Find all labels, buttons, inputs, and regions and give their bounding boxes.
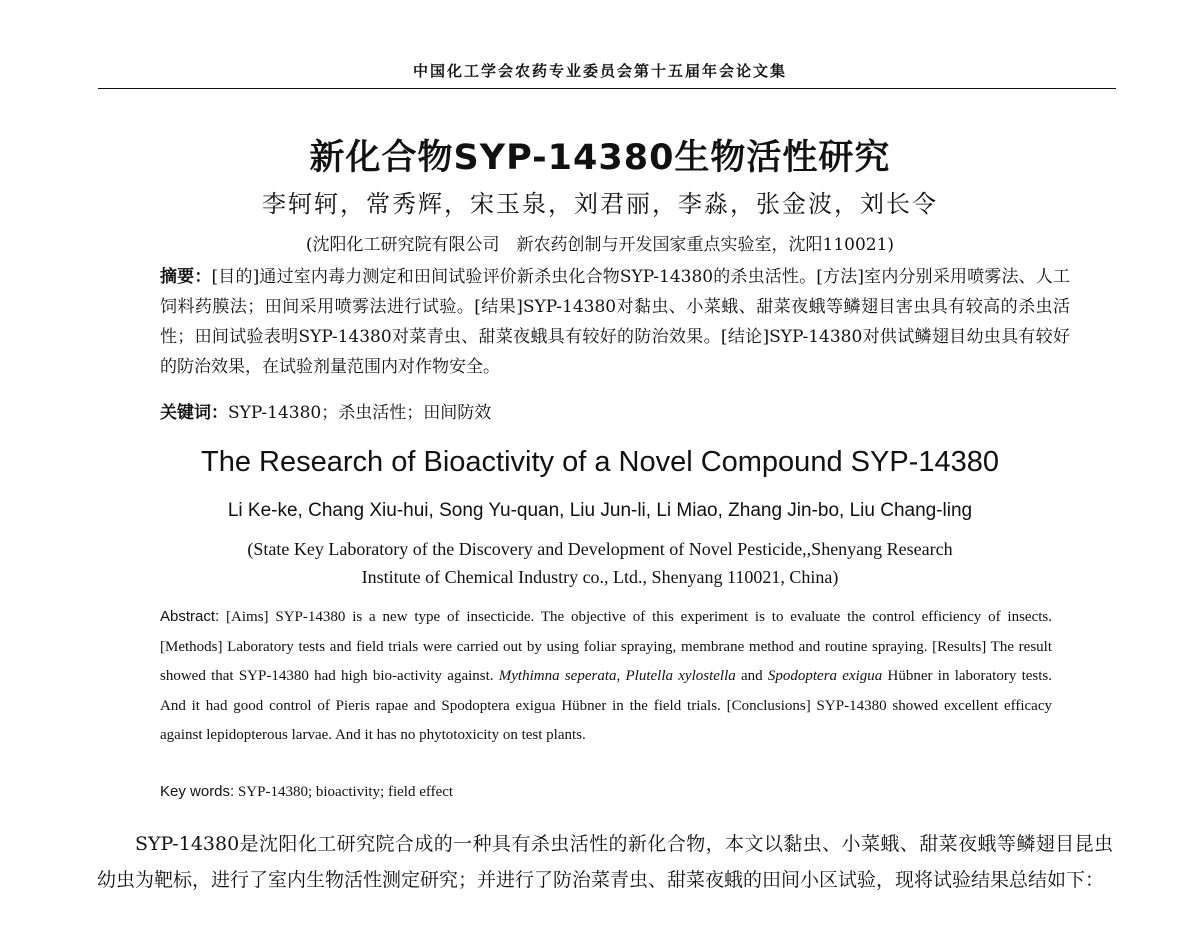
keywords-chinese-label: 关键词： <box>160 403 228 423</box>
header-rule <box>98 88 1116 89</box>
abstract-english-part1: [Aims] SYP-14380 is a new type of insecticide. The objective of this experiment is to evaluate the control efficiency of insects. [Methods] Laboratory tests and field trials were carried out by using foliar spraying, membrane method and routine spraying. [Results] The result showed that SYP-14380 had high bio-activity against. <box>160 609 1052 684</box>
abstract-english <box>160 602 1052 751</box>
keywords-english <box>160 778 1052 806</box>
affiliation-english-line1: (State Key Laboratory of the Discovery and Development of Novel Pesticide,,Shenyang Research <box>247 539 953 559</box>
keywords-chinese <box>160 401 1060 425</box>
abstract-english-label: Abstract: <box>160 608 220 625</box>
title-english: The Research of Bioactivity of a Novel Compound SYP-14380 <box>201 446 999 478</box>
abstract-chinese-label: 摘要： <box>160 267 212 287</box>
species-spodoptera: Spodoptera exigua <box>767 668 883 684</box>
species-plutella: Plutella xylostella <box>625 668 736 684</box>
keywords-chinese-text: SYP-14380；杀虫活性；田间防效 <box>228 403 492 423</box>
affiliation-english <box>0 535 1200 591</box>
separator: , <box>616 668 626 684</box>
abstract-chinese-text: [目的]通过室内毒力测定和田间试验评价新杀虫化合物SYP-14380的杀虫活性。[方法]室内分别采用喷雾法、人工饲料药膜法；田间采用喷雾法进行试验。[结果]SYP-14380对黏虫、小菜蛾、甜菜夜蛾等鳞翅目害虫具有较高的杀虫活性；田间试验表明SYP-14380对菜青虫、甜菜夜蛾具有较好的防治效果。[结论]SYP-14380对供试鳞翅目幼虫具有较好的防治效果，在试验剂量范围内对作物安全。 <box>160 267 1070 377</box>
affiliation-english-line2: Institute of Chemical Industry co., Ltd., Shenyang 110021, China) <box>361 567 839 587</box>
keywords-english-label: Key words: <box>160 783 235 800</box>
abstract-english-part2: Hübner in laboratory tests. And it had good control of Pieris rapae and Spodoptera exigua Hübner in the field trials. [Conclusions] SYP-14380 showed excellent efficacy against lepidopterous larvae. And it has no phytotoxicity on test plants. <box>160 668 1052 743</box>
body-intro-text: SYP-14380是沈阳化工研究院合成的一种具有杀虫活性的新化合物，本文以黏虫、小菜蛾、甜菜夜蛾等鳞翅目昆虫幼虫为靶标，进行了室内生物活性测定研究；并进行了防治菜青虫、甜菜夜蛾的田间小区试验，现将试验结果总结如下： <box>97 833 1113 891</box>
running-header: 中国化工学会农药专业委员会第十五届年会论文集 <box>412 62 787 80</box>
species-mythimna: Mythimna seperata <box>498 668 617 684</box>
abstract-chinese <box>160 262 1070 382</box>
body-intro-paragraph <box>97 826 1113 898</box>
separator: and <box>735 668 768 684</box>
authors-chinese: 李轲轲，常秀辉，宋玉泉，刘君丽，李淼，张金波，刘长令 <box>262 190 938 218</box>
keywords-english-text: SYP-14380; bioactivity; field effect <box>237 784 454 800</box>
affiliation-chinese: (沈阳化工研究院有限公司 新农药创制与开发国家重点实验室，沈阳110021) <box>305 235 895 255</box>
title-chinese: 新化合物SYP-14380生物活性研究 <box>309 138 891 178</box>
authors-english: Li Ke-ke, Chang Xiu-hui, Song Yu-quan, Liu Jun-li, Li Miao, Zhang Jin-bo, Liu Chang-ling <box>227 500 973 521</box>
